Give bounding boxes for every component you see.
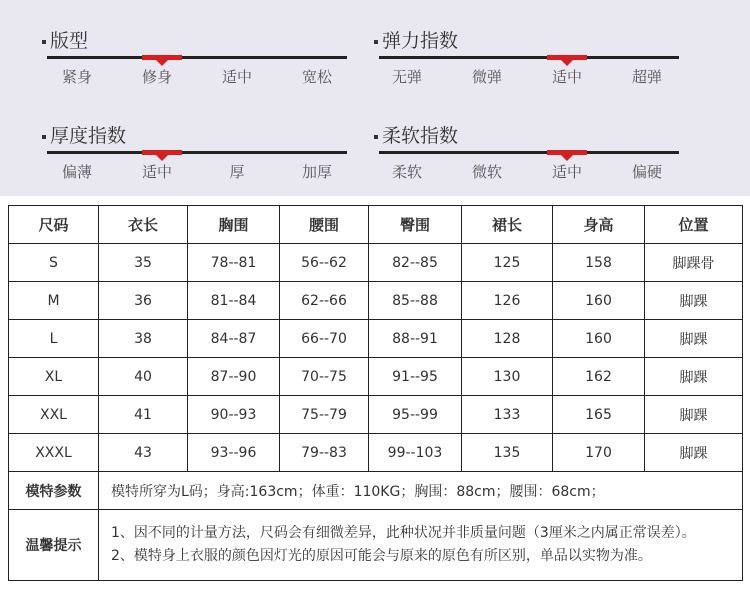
- model-info-label: 模特参数: [9, 472, 99, 510]
- scale-label: 厚: [229, 163, 245, 181]
- scale-label: 适中: [141, 163, 172, 181]
- elasticity-index: [374, 26, 684, 106]
- index-title: [42, 26, 88, 53]
- scale-label: 紧身: [61, 68, 92, 86]
- scale-label: 柔软: [391, 163, 422, 181]
- index-title: [42, 121, 126, 148]
- table-row: [9, 396, 743, 434]
- tip-line: 2、模特身上衣服的颜色因灯光的原因可能会与原来的原色有所区别，单品以实物为准。: [111, 548, 652, 564]
- table-cell: XXL: [9, 396, 99, 434]
- scale-track: [47, 151, 347, 154]
- table-cell: 脚踝骨: [645, 244, 743, 282]
- fit-index-panel: [0, 0, 750, 196]
- scale-label: 无弹: [391, 68, 422, 86]
- scale-label: 微弹: [471, 68, 502, 86]
- table-cell: 脚踝: [645, 396, 743, 434]
- bullet-icon: [42, 40, 46, 44]
- table-cell: 84--87: [188, 320, 280, 358]
- scale-label: 偏硬: [631, 163, 662, 181]
- table-cell: 99--103: [369, 434, 462, 472]
- index-title: [374, 121, 458, 148]
- index-title-text: 柔软指数: [382, 125, 459, 147]
- table-header-row: [9, 206, 743, 244]
- table-cell: 95--99: [369, 396, 462, 434]
- table-cell: XL: [9, 358, 99, 396]
- scale-marker: [142, 150, 182, 155]
- tips-label: 温馨提示: [9, 510, 99, 581]
- bullet-icon: [374, 135, 378, 139]
- table-cell: 43: [99, 434, 188, 472]
- table-cell: 85--88: [369, 282, 462, 320]
- scale-label: 超弹: [631, 68, 662, 86]
- table-row: [9, 244, 743, 282]
- model-info-row: [9, 472, 743, 510]
- scale-label: 适中: [551, 68, 582, 86]
- header-bust: 胸围: [188, 206, 280, 244]
- table-cell: M: [9, 282, 99, 320]
- table-cell: 脚踝: [645, 320, 743, 358]
- scale-label: 微软: [471, 163, 502, 181]
- tips-content: [99, 510, 743, 581]
- table-cell: 38: [99, 320, 188, 358]
- table-cell: 70--75: [280, 358, 369, 396]
- table-row: [9, 434, 743, 472]
- tips-row: [9, 510, 743, 581]
- table-cell: 41: [99, 396, 188, 434]
- table-cell: 81--84: [188, 282, 280, 320]
- index-title-text: 版型: [50, 30, 89, 52]
- scale-label: 适中: [221, 68, 252, 86]
- bullet-icon: [42, 135, 46, 139]
- thickness-index: [42, 121, 352, 201]
- scale-label: 加厚: [301, 163, 332, 181]
- table-row: [9, 320, 743, 358]
- bullet-icon: [374, 40, 378, 44]
- table-cell: 90--93: [188, 396, 280, 434]
- table-cell: S: [9, 244, 99, 282]
- table-cell: 40: [99, 358, 188, 396]
- table-cell: 170: [553, 434, 645, 472]
- scale-track: [379, 56, 679, 59]
- table-cell: L: [9, 320, 99, 358]
- table-cell: 91--95: [369, 358, 462, 396]
- scale-marker: [142, 55, 182, 60]
- scale-label: 偏薄: [61, 163, 92, 181]
- table-cell: 36: [99, 282, 188, 320]
- header-position: 位置: [645, 206, 743, 244]
- size-chart-table: [8, 205, 743, 581]
- table-row: [9, 282, 743, 320]
- scale-track: [47, 56, 347, 59]
- table-cell: 脚踝: [645, 358, 743, 396]
- fit-type-index: [42, 26, 352, 106]
- scale-track: [379, 151, 679, 154]
- header-waist: 腰围: [280, 206, 369, 244]
- table-cell: 62--66: [280, 282, 369, 320]
- table-cell: 162: [553, 358, 645, 396]
- table-cell: 35: [99, 244, 188, 282]
- header-skirt-length: 裙长: [462, 206, 553, 244]
- scale-marker: [547, 55, 587, 60]
- table-cell: XXXL: [9, 434, 99, 472]
- table-cell: 82--85: [369, 244, 462, 282]
- table-cell: 66--70: [280, 320, 369, 358]
- index-title-text: 厚度指数: [50, 125, 127, 147]
- table-cell: 56--62: [280, 244, 369, 282]
- scale-label: 修身: [141, 68, 172, 86]
- header-hip: 臀围: [369, 206, 462, 244]
- table-cell: 75--79: [280, 396, 369, 434]
- table-cell: 165: [553, 396, 645, 434]
- table-cell: 脚踝: [645, 282, 743, 320]
- table-cell: 78--81: [188, 244, 280, 282]
- table-row: [9, 358, 743, 396]
- header-length: 衣长: [99, 206, 188, 244]
- model-info-text: 模特所穿为L码；身高:163cm；体重：110KG；胸围：88cm；腰围：68cm；: [99, 472, 743, 510]
- table-cell: 125: [462, 244, 553, 282]
- table-cell: 88--91: [369, 320, 462, 358]
- table-cell: 脚踝: [645, 434, 743, 472]
- header-height: 身高: [553, 206, 645, 244]
- table-cell: 87--90: [188, 358, 280, 396]
- table-cell: 128: [462, 320, 553, 358]
- tip-line: 1、因不同的计量方法，尺码会有细微差异，此种状况并非质量问题（3厘米之内属正常误差）。: [111, 525, 696, 541]
- table-cell: 93--96: [188, 434, 280, 472]
- scale-label: 宽松: [301, 68, 332, 86]
- scale-label: 适中: [551, 163, 582, 181]
- scale-marker: [547, 150, 587, 155]
- index-title: [374, 26, 458, 53]
- table-cell: 158: [553, 244, 645, 282]
- table-cell: 126: [462, 282, 553, 320]
- table-cell: 160: [553, 320, 645, 358]
- table-cell: 133: [462, 396, 553, 434]
- table-cell: 130: [462, 358, 553, 396]
- softness-index: [374, 121, 684, 201]
- header-size: 尺码: [9, 206, 99, 244]
- table-cell: 79--83: [280, 434, 369, 472]
- index-title-text: 弹力指数: [382, 30, 459, 52]
- table-cell: 135: [462, 434, 553, 472]
- table-cell: 160: [553, 282, 645, 320]
